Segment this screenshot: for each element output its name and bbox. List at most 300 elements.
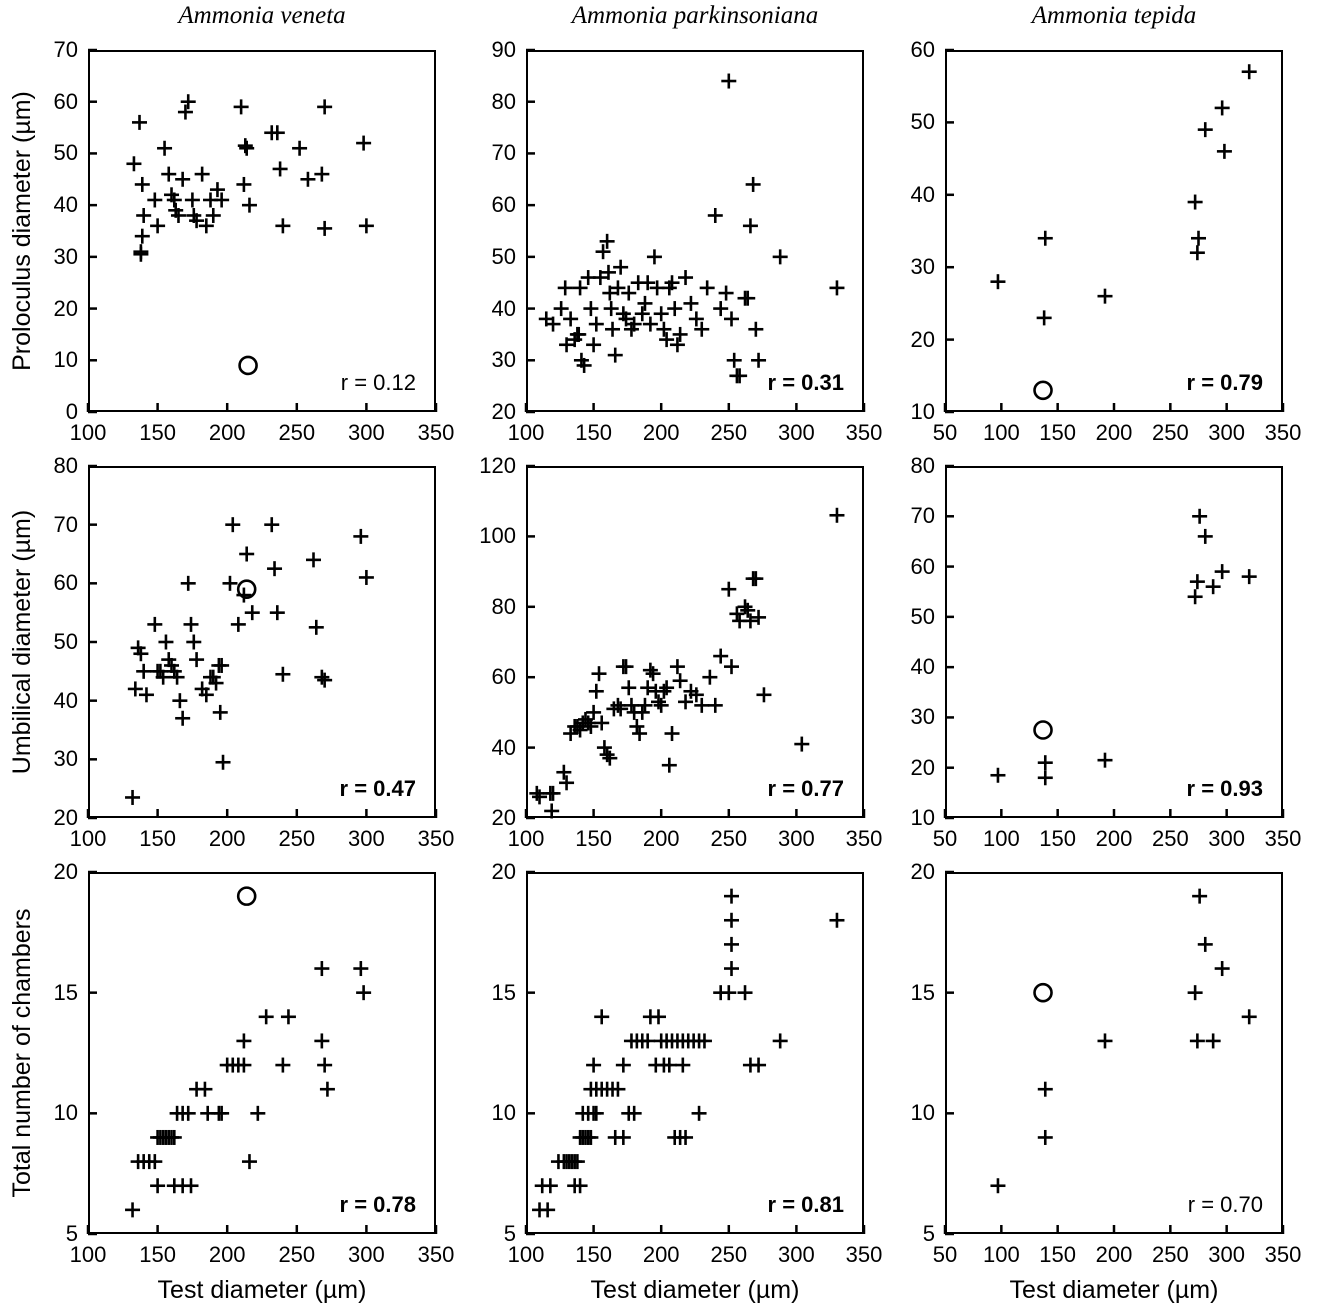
- data-point-plus: [589, 1106, 604, 1121]
- data-point-plus: [281, 1009, 296, 1024]
- data-point-plus: [556, 765, 571, 780]
- data-point-plus: [186, 635, 201, 650]
- data-point-plus: [559, 775, 574, 790]
- y-tick-label: 60: [491, 664, 516, 690]
- data-point-plus: [1188, 985, 1203, 1000]
- y-tick-label: 120: [479, 453, 516, 478]
- data-point-plus: [647, 249, 662, 264]
- data-point-plus: [589, 684, 604, 699]
- data-point-plus: [540, 1202, 555, 1217]
- plot-marks-parkinsoniana-chambers: [526, 872, 864, 1234]
- y-axis-label-row2: Umbilical diameter (µm): [8, 509, 36, 775]
- x-tick-label: 200: [642, 826, 680, 851]
- y-tick-label: 50: [910, 603, 935, 629]
- y-tick-label: 100: [479, 523, 516, 549]
- data-point-plus: [719, 286, 734, 301]
- x-tick-label: 150: [575, 1242, 612, 1267]
- data-point-plus: [751, 1058, 766, 1073]
- plot-marks-veneta-chambers: [88, 872, 436, 1234]
- data-point-plus: [147, 192, 162, 207]
- data-point-plus: [729, 606, 744, 621]
- data-point-plus: [829, 508, 844, 523]
- data-point-plus: [259, 1009, 274, 1024]
- data-point-plus: [317, 673, 332, 688]
- x-tick-label: 250: [710, 826, 748, 851]
- y-tick-label: 15: [53, 979, 78, 1005]
- data-point-plus: [161, 167, 176, 182]
- data-point-plus: [592, 666, 607, 681]
- y-tick-label: 50: [910, 109, 935, 135]
- y-tick-label: 20: [491, 399, 516, 424]
- y-tick-label: 0: [65, 399, 78, 424]
- data-point-plus: [1242, 569, 1257, 584]
- data-point-plus: [1217, 144, 1232, 159]
- data-point-plus: [184, 617, 199, 632]
- data-point-plus: [721, 74, 736, 89]
- data-point-plus: [1191, 231, 1206, 246]
- x-tick-label: 300: [778, 1242, 815, 1267]
- data-point-plus: [683, 296, 698, 311]
- data-point-plus: [724, 659, 739, 674]
- data-point-plus: [264, 517, 279, 532]
- x-tick-label: 150: [575, 420, 612, 445]
- data-point-plus: [136, 664, 151, 679]
- y-tick-label: 90: [491, 37, 516, 62]
- data-point-plus: [1038, 1082, 1053, 1097]
- data-point-plus: [309, 620, 324, 635]
- data-point-plus: [242, 1154, 257, 1169]
- x-tick-label: 200: [1095, 420, 1133, 445]
- correlation-label-tepida-umbilical: r = 0.93: [1186, 776, 1263, 801]
- column-title-3: Ammonia tepida: [1031, 2, 1197, 29]
- data-point-plus: [1192, 509, 1207, 524]
- x-tick-label: 300: [348, 1242, 385, 1267]
- x-tick-label: 350: [417, 826, 455, 851]
- data-point-plus: [613, 701, 628, 716]
- y-tick-label: 20: [53, 859, 78, 884]
- x-tick-label: 150: [139, 1242, 176, 1267]
- data-point-plus: [554, 301, 569, 316]
- y-tick-label: 20: [910, 859, 935, 884]
- y-tick-label: 40: [910, 654, 935, 680]
- data-point-plus: [1242, 64, 1257, 79]
- data-point-plus: [1198, 122, 1213, 137]
- y-tick-label: 10: [910, 805, 935, 830]
- data-point-plus: [589, 317, 604, 332]
- data-point-plus: [990, 768, 1005, 783]
- data-point-plus: [314, 1033, 329, 1048]
- data-point-plus: [132, 115, 147, 130]
- data-point-plus: [635, 705, 650, 720]
- data-point-plus: [640, 680, 655, 695]
- data-point-plus: [616, 1130, 631, 1145]
- data-point-plus: [583, 301, 598, 316]
- y-tick-label: 70: [53, 37, 78, 62]
- data-point-plus: [317, 99, 332, 114]
- data-point-plus: [632, 726, 647, 741]
- data-point-plus: [748, 322, 763, 337]
- data-point-plus: [637, 296, 652, 311]
- data-point-plus: [727, 353, 742, 368]
- column-title-2: Ammonia parkinsoniana: [571, 2, 819, 29]
- x-axis-label-col2: Test diameter (µm): [590, 1276, 800, 1304]
- data-point-plus: [236, 1033, 251, 1048]
- data-point-plus: [222, 576, 237, 591]
- data-point-plus: [738, 985, 753, 1000]
- y-tick-label: 30: [53, 746, 78, 772]
- data-point-plus: [275, 218, 290, 233]
- data-point-plus: [646, 666, 661, 681]
- y-tick-label: 70: [910, 503, 935, 529]
- data-point-plus: [713, 301, 728, 316]
- data-point-plus: [794, 737, 809, 752]
- data-point-plus: [267, 561, 282, 576]
- correlation-label-tepida-proloculus: r = 0.79: [1186, 370, 1263, 395]
- data-point-plus: [216, 755, 231, 770]
- data-point-plus: [214, 1106, 229, 1121]
- data-point-plus: [746, 177, 761, 192]
- data-point-plus: [1198, 529, 1213, 544]
- data-point-plus: [250, 1106, 265, 1121]
- data-point-plus: [743, 613, 758, 628]
- data-point-plus: [197, 1082, 212, 1097]
- plot-marks-tepida-proloculus: [945, 50, 1283, 412]
- data-point-plus: [356, 985, 371, 1000]
- x-tick-label: 250: [1151, 1242, 1189, 1267]
- data-point-plus: [637, 698, 652, 713]
- data-point-plus: [189, 652, 204, 667]
- data-point-plus: [773, 249, 788, 264]
- plot-marks-veneta-umbilical: [88, 466, 436, 818]
- data-point-plus: [353, 529, 368, 544]
- x-tick-label: 200: [642, 420, 680, 445]
- data-point-plus: [359, 218, 374, 233]
- data-point-plus: [1038, 770, 1053, 785]
- data-point-plus: [135, 177, 150, 192]
- y-tick-label: 60: [910, 37, 935, 62]
- y-tick-label: 20: [910, 326, 935, 352]
- correlation-label-tepida-chambers: r = 0.70: [1187, 1192, 1263, 1217]
- x-tick-label: 300: [778, 826, 815, 851]
- data-point-plus: [125, 1202, 140, 1217]
- data-point-plus: [673, 673, 688, 688]
- data-point-plus: [1038, 231, 1053, 246]
- x-tick-label: 250: [710, 1242, 748, 1267]
- y-tick-label: 70: [53, 511, 78, 537]
- x-tick-label: 250: [278, 420, 316, 445]
- data-point-plus: [748, 571, 763, 586]
- data-point-plus: [594, 715, 609, 730]
- x-tick-label: 300: [778, 420, 815, 445]
- plot-marks-tepida-chambers: [945, 872, 1283, 1234]
- x-tick-label: 350: [1264, 420, 1302, 445]
- data-point-plus: [214, 658, 229, 673]
- x-axis-label-col1: Test diameter (µm): [157, 1276, 367, 1304]
- data-point-plus: [605, 322, 620, 337]
- data-point-plus: [738, 599, 753, 614]
- data-point-plus: [563, 311, 578, 326]
- x-tick-label: 350: [1264, 826, 1302, 851]
- y-tick-label: 40: [53, 687, 78, 713]
- data-point-plus: [273, 161, 288, 176]
- data-point-plus: [1038, 755, 1053, 770]
- data-point-plus: [213, 705, 228, 720]
- x-tick-label: 200: [642, 1242, 680, 1267]
- data-point-plus: [292, 141, 307, 156]
- x-tick-label: 100: [507, 1242, 545, 1267]
- data-point-plus: [126, 156, 141, 171]
- y-tick-label: 40: [491, 295, 516, 321]
- data-point-plus: [608, 348, 623, 363]
- data-point-circle: [1035, 722, 1052, 739]
- data-point-plus: [673, 327, 688, 342]
- x-tick-label: 100: [69, 826, 107, 851]
- y-tick-label: 50: [53, 629, 78, 654]
- data-point-plus: [314, 167, 329, 182]
- y-tick-label: 60: [491, 192, 516, 218]
- data-point-plus: [175, 172, 190, 187]
- data-point-plus: [1190, 574, 1205, 589]
- data-point-plus: [1215, 961, 1230, 976]
- y-tick-label: 80: [491, 593, 516, 619]
- y-tick-label: 80: [491, 88, 516, 114]
- correlation-label-veneta-umbilical: r = 0.47: [339, 776, 416, 801]
- y-tick-label: 30: [53, 243, 78, 269]
- data-point-plus: [1215, 564, 1230, 579]
- correlation-label-parkinsoniana-umbilical: r = 0.77: [767, 776, 844, 801]
- x-tick-label: 150: [1039, 420, 1077, 445]
- data-point-plus: [300, 172, 315, 187]
- data-point-plus: [740, 603, 755, 618]
- x-tick-label: 300: [348, 420, 385, 445]
- data-point-plus: [586, 337, 601, 352]
- plot-marks-veneta-proloculus: [88, 50, 436, 412]
- data-point-plus: [1192, 889, 1207, 904]
- y-tick-label: 30: [491, 347, 516, 373]
- data-point-plus: [317, 221, 332, 236]
- data-point-plus: [1038, 1130, 1053, 1145]
- y-tick-label: 20: [491, 805, 516, 830]
- data-point-plus: [236, 177, 251, 192]
- data-point-plus: [1190, 245, 1205, 260]
- data-point-plus: [206, 208, 221, 223]
- y-tick-label: 30: [910, 704, 935, 730]
- data-point-plus: [619, 659, 634, 674]
- data-point-plus: [724, 311, 739, 326]
- data-point-plus: [150, 1178, 165, 1193]
- data-point-plus: [136, 208, 151, 223]
- data-point-plus: [135, 229, 150, 244]
- data-point-plus: [234, 99, 249, 114]
- plot-marks-tepida-umbilical: [945, 466, 1283, 818]
- data-point-plus: [594, 1009, 609, 1024]
- data-point-circle: [1035, 382, 1052, 399]
- y-tick-label: 40: [910, 181, 935, 207]
- y-tick-label: 10: [53, 347, 78, 373]
- correlation-label-veneta-proloculus: r = 0.12: [340, 370, 416, 395]
- x-tick-label: 50: [932, 826, 958, 851]
- data-point-plus: [616, 1058, 631, 1073]
- data-point-plus: [1198, 937, 1213, 952]
- data-point-plus: [990, 1178, 1005, 1193]
- x-tick-label: 200: [208, 826, 246, 851]
- x-tick-label: 300: [1208, 1242, 1246, 1267]
- data-point-plus: [721, 582, 736, 597]
- x-tick-label: 100: [69, 420, 107, 445]
- x-tick-label: 50: [932, 420, 958, 445]
- data-point-plus: [172, 693, 187, 708]
- x-tick-label: 200: [208, 420, 246, 445]
- data-point-plus: [654, 306, 669, 321]
- y-tick-label: 10: [910, 399, 935, 424]
- y-tick-label: 10: [491, 1100, 516, 1126]
- data-point-plus: [1037, 310, 1052, 325]
- x-tick-label: 250: [278, 1242, 316, 1267]
- data-point-plus: [635, 306, 650, 321]
- x-tick-label: 50: [932, 1242, 958, 1267]
- data-point-plus: [1206, 579, 1221, 594]
- data-point-plus: [157, 141, 172, 156]
- y-tick-label: 50: [53, 140, 78, 166]
- y-tick-label: 40: [491, 734, 516, 760]
- data-point-plus: [740, 291, 755, 306]
- data-point-plus: [314, 670, 329, 685]
- data-point-plus: [662, 758, 677, 773]
- y-tick-label: 80: [910, 453, 935, 478]
- y-tick-label: 20: [491, 859, 516, 884]
- data-point-plus: [239, 547, 254, 562]
- data-point-plus: [546, 786, 561, 801]
- data-point-plus: [692, 1106, 707, 1121]
- x-tick-label: 100: [507, 420, 545, 445]
- y-tick-label: 20: [53, 295, 78, 321]
- data-point-plus: [624, 698, 639, 713]
- x-tick-label: 250: [1151, 420, 1189, 445]
- data-point-plus: [700, 280, 715, 295]
- plot-marks-parkinsoniana-proloculus: [526, 50, 864, 412]
- data-point-plus: [1188, 195, 1203, 210]
- x-tick-label: 300: [1208, 826, 1246, 851]
- y-axis-label-row3: Total number of chambers: [8, 908, 36, 1198]
- data-point-plus: [573, 280, 588, 295]
- data-point-plus: [751, 610, 766, 625]
- y-tick-label: 60: [910, 553, 935, 579]
- x-tick-label: 200: [1095, 826, 1133, 851]
- data-point-plus: [242, 198, 257, 213]
- correlation-label-parkinsoniana-chambers: r = 0.81: [767, 1192, 844, 1217]
- x-tick-label: 100: [982, 420, 1020, 445]
- x-axis-label-col3: Test diameter (µm): [1009, 1276, 1219, 1304]
- data-point-plus: [756, 687, 771, 702]
- x-tick-label: 100: [982, 1242, 1020, 1267]
- data-point-plus: [659, 680, 674, 695]
- data-point-plus: [178, 105, 193, 120]
- data-point-plus: [359, 570, 374, 585]
- data-point-plus: [1188, 589, 1203, 604]
- data-point-plus: [667, 301, 682, 316]
- data-point-plus: [829, 913, 844, 928]
- x-tick-label: 250: [710, 420, 748, 445]
- data-point-plus: [721, 985, 736, 1000]
- data-point-plus: [724, 961, 739, 976]
- data-point-plus: [670, 659, 685, 674]
- data-point-plus: [665, 726, 680, 741]
- data-point-plus: [829, 280, 844, 295]
- data-point-plus: [586, 1058, 601, 1073]
- data-point-plus: [708, 698, 723, 713]
- data-point-plus: [724, 937, 739, 952]
- y-tick-label: 60: [53, 570, 78, 596]
- x-tick-label: 300: [348, 826, 385, 851]
- data-point-circle: [240, 357, 257, 374]
- x-tick-label: 350: [845, 826, 883, 851]
- y-tick-label: 5: [65, 1221, 78, 1246]
- data-point-plus: [702, 670, 717, 685]
- data-point-plus: [643, 663, 658, 678]
- data-point-plus: [245, 605, 260, 620]
- data-point-plus: [150, 218, 165, 233]
- x-tick-label: 150: [575, 826, 612, 851]
- y-tick-label: 15: [491, 979, 516, 1005]
- y-tick-label: 15: [910, 979, 935, 1005]
- y-axis-label-row1: Proloculus diameter (µm): [8, 91, 36, 371]
- x-tick-label: 150: [139, 420, 176, 445]
- data-point-plus: [317, 1058, 332, 1073]
- data-point-plus: [1097, 289, 1112, 304]
- data-point-plus: [643, 317, 658, 332]
- data-point-plus: [1206, 1033, 1221, 1048]
- data-point-plus: [158, 635, 173, 650]
- y-tick-label: 80: [53, 453, 78, 478]
- data-point-plus: [990, 274, 1005, 289]
- data-point-plus: [147, 617, 162, 632]
- data-point-plus: [238, 138, 253, 153]
- data-point-plus: [239, 141, 254, 156]
- x-tick-label: 250: [1151, 826, 1189, 851]
- data-point-plus: [651, 1009, 666, 1024]
- x-tick-label: 100: [507, 826, 545, 851]
- y-tick-label: 70: [491, 140, 516, 166]
- data-point-plus: [543, 1178, 558, 1193]
- data-point-plus: [656, 322, 671, 337]
- x-tick-label: 350: [845, 1242, 883, 1267]
- data-point-plus: [724, 889, 739, 904]
- y-tick-label: 20: [53, 805, 78, 830]
- data-point-plus: [181, 576, 196, 591]
- y-tick-label: 5: [503, 1221, 516, 1246]
- data-point-plus: [529, 786, 544, 801]
- data-point-plus: [724, 913, 739, 928]
- data-point-plus: [184, 1178, 199, 1193]
- plot-marks-parkinsoniana-umbilical: [526, 466, 864, 818]
- column-title-1: Ammonia veneta: [178, 2, 346, 29]
- y-tick-label: 20: [910, 754, 935, 780]
- data-point-plus: [231, 617, 246, 632]
- data-point-plus: [708, 208, 723, 223]
- data-point-plus: [195, 167, 210, 182]
- x-tick-label: 250: [278, 826, 316, 851]
- x-tick-label: 350: [845, 420, 883, 445]
- data-point-plus: [654, 698, 669, 713]
- x-tick-label: 100: [982, 826, 1020, 851]
- x-tick-label: 300: [1208, 420, 1246, 445]
- data-point-plus: [1215, 100, 1230, 115]
- y-tick-label: 10: [53, 1100, 78, 1126]
- x-tick-label: 350: [417, 420, 455, 445]
- data-point-plus: [743, 218, 758, 233]
- y-tick-label: 50: [491, 243, 516, 269]
- data-point-plus: [270, 605, 285, 620]
